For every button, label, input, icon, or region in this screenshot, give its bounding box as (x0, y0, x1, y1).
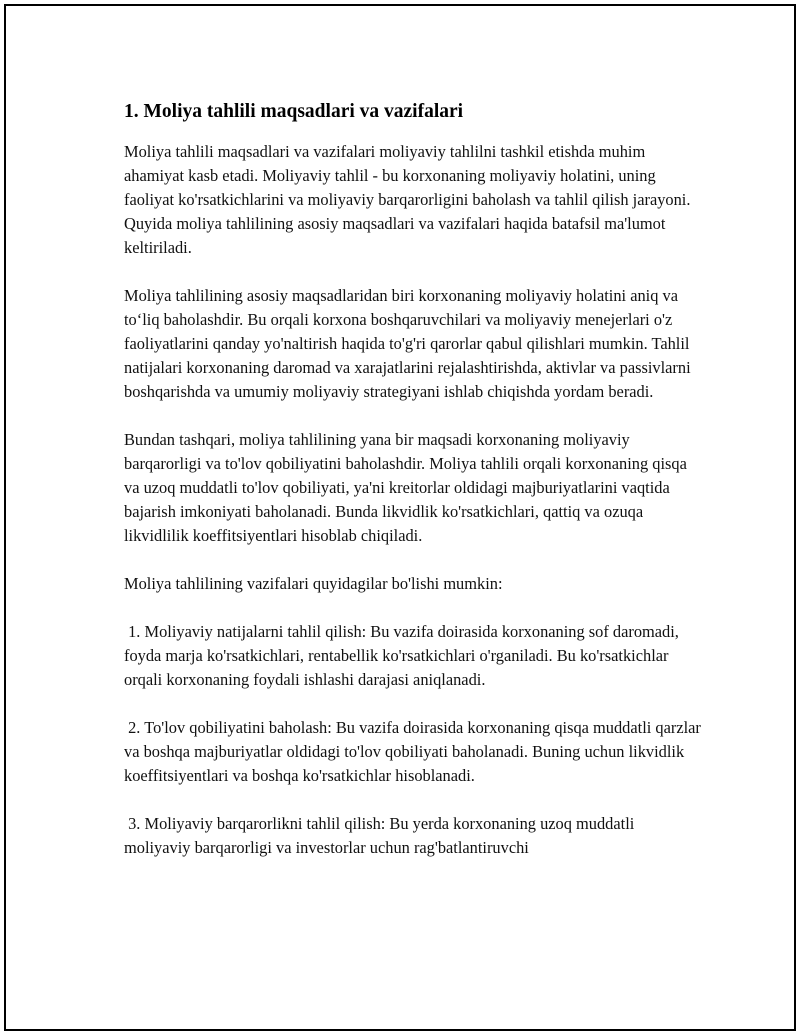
section-heading: 1. Moliya tahlili maqsadlari va vazifalari (124, 101, 464, 122)
paragraph-tasks-intro: Moliya tahlilining vazifalari quyidagilar bo'lishi mumkin: (124, 574, 503, 593)
document-body (124, 98, 704, 884)
paragraph-main-goal: Moliya tahlilining asosiy maqsadlaridan biri korxonaning moliyaviy holatini aniq va to‘liq baholashdir. Bu orqali korxona boshqaruvchilari va moliyaviy menejerlari o'z faoliyatlarini qanday yo'naltirish haqida to'g'ri qarorlar qabul qilishlari mumkin. Tahlil natijalari korxonaning daromad va xarajatlarini rejalashtirishda, aktivlar va passivlarni boshqarishda va umumiy moliyaviy strategiyani ishlab chiqishda yordam beradi. (124, 286, 695, 401)
page-frame (4, 4, 796, 1031)
list-item-task-1: 1. Moliyaviy natijalarni tahlil qilish: Bu vazifa doirasida korxonaning sof daromadi, foyda marja ko'rsatkichlari, rentabellik ko'rsatkichlari o'rganiladi. Bu ko'rsatkichlar orqali korxonaning foydali ishlashi darajasi aniqlanadi. (124, 622, 684, 689)
list-item-task-2: 2. To'lov qobiliyatini baholash: Bu vazifa doirasida korxonaning qisqa muddatli qarzlar va boshqa majburiyatlar oldidagi to'lov qobiliyati baholanadi. Buning uchun likvidlik koeffitsiyentlari va boshqa ko'rsatkichlar hisoblanadi. (124, 718, 705, 785)
list-item-task-3: 3. Moliyaviy barqarorlikni tahlil qilish: Bu yerda korxonaning uzoq muddatli moliyaviy barqarorligi va investorlar uchun rag'batlantiruvchi (124, 814, 639, 857)
paragraph-solvency-goal: Bundan tashqari, moliya tahlilining yana bir maqsadi korxonaning moliyaviy barqarorligi va to'lov qobiliyatini baholashdir. Moliya tahlili orqali korxonaning qisqa va uzoq muddatli to'lov qobiliyati, ya'ni kreitorlar oldidagi majburiyatlarini vaqtida bajarish imkoniyati baholanadi. Bunda likvidlik ko'rsatkichlari, qattiq va ozuqa likvidlilik koeffitsiyentlari hisoblab chiqiladi. (124, 430, 691, 545)
paragraph-intro: Moliya tahlili maqsadlari va vazifalari moliyaviy tahlilni tashkil etishda muhim ahamiyat kasb etadi. Moliyaviy tahlil - bu korxonaning moliyaviy holatini, uning faoliyat ko'rsatkichlarini va moliyaviy barqarorligini baholash va tahlil qilish jarayoni. Quyida moliya tahlilining asosiy maqsadlari va vazifalari haqida batafsil ma'lumot keltiriladi. (124, 142, 695, 257)
